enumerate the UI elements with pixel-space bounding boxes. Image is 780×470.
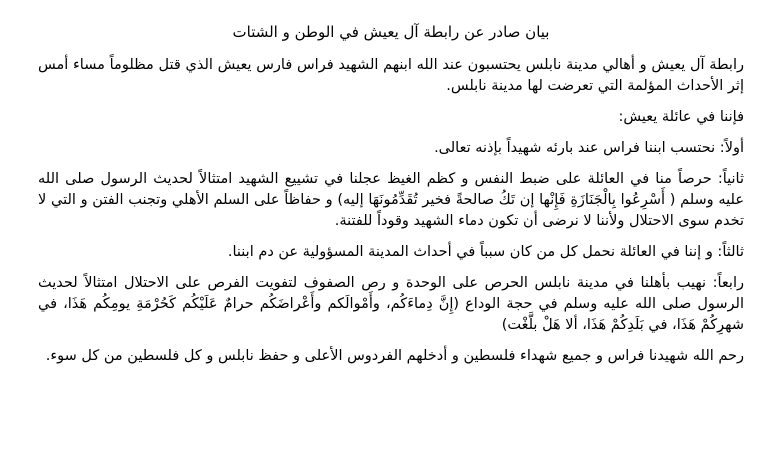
paragraph-second: ثانياً: حرصاً منا في العائلة على ضبط النفس و كظم الغيظ عجلنا في تشييع الشهيد امتثالاً لحديث الرسول صلى الله عليه وسلم ( أَسْرِعُوا بِالْجَنَازَةِ فَإِنْها إن تَكُ صالحةً فخير تُقَدِّمُونَهَا إليه) و حفاظاً على السلم الأهلي وتجنب الفتن و التي لا تخدم سوى الاحتلال ولأننا لا نرضى أن تكون دماء الشهيد وقوداً للفتنة. [38, 171, 744, 229]
paragraph-fourth: رابعاً: نهيب بأهلنا في مدينة نابلس الحرص على الوحدة و رص الصفوف لتفويت الفرص على الاحتلال امتثالاً لحديث الرسول صلى الله عليه وسلم في حجة الوداع (إِنَّ دِماءَكُم، وأَمْوالَكم وأَعْراضَكُم حرامٌ عَلَيْكُم كَحُرْمَةِ يومِكُم هَذَا، في شهرِكُمْ هَذَا، في بَلَدِكُمْ هَذَا، ألا هَلْ بلَّغْت) [38, 275, 744, 333]
paragraph-first: أولاً: نحتسب ابننا فراس عند بارئه شهيداً بإذنه تعالى. [434, 140, 744, 156]
paragraph-closing: رحم الله شهيدنا فراس و جميع شهداء فلسطين و أدخلهم الفردوس الأعلى و حفظ نابلس و كل فلسطين من كل سوء. [45, 348, 744, 364]
statement-document [38, 22, 744, 377]
document-title: بيان صادر عن رابطة آل يعيش في الوطن و الشتات [232, 23, 550, 41]
paragraph-intro: رابطة آل يعيش و أهالي مدينة نابلس يحتسبون عند الله ابنهم الشهيد فراس فارس يعيش الذي قتل مظلوماً مساء أمس إثر الأحداث المؤلمة التي تعرضت لها مدينة نابلس. [38, 57, 744, 94]
paragraph-third: ثالثاً: و إننا في العائلة نحمل كل من كان سبباً في أحداث المدينة المسؤولية عن دم ابننا. [227, 244, 744, 260]
paragraph-family-heading: فإننا في عائلة يعيش: [618, 109, 744, 125]
